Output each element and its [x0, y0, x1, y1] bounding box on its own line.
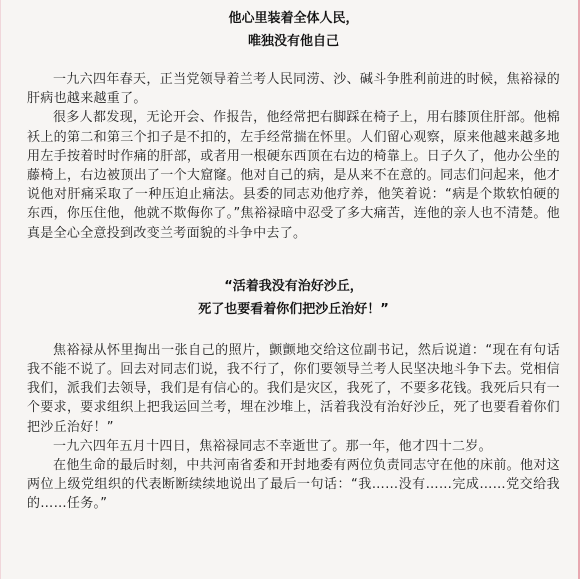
- section-2: [27, 275, 560, 514]
- section-1-heading-line-2: 唯独没有他自己: [247, 34, 339, 49]
- paragraph: 一九六四年春天，正当党领导着兰考人民同涝、沙、碱斗争胜利前进的时候，焦裕禄的肝病也越来越重了。: [27, 72, 560, 107]
- section-1-heading-line-1: 他心里装着全体人民，: [228, 11, 359, 26]
- spacer: [27, 53, 560, 70]
- paragraph: 很多人都发现，无论开会、作报告，他经常把右脚踩在椅子上，用右膝顶住肝部。他棉袄上的第二和第三个扣子是不扣的，左手经常揣在怀里。人们留心观察，原来他越来越多地用左手按着时时作痛的肝部，或者用一根硬东西顶在右边的椅靠上。日子久了，他办公坐的藤椅上，右边被顶出了一个大窟窿。他对自己的病，是从来不在意的。同志们问起来，他才说他对肝痛采取了一种压迫止痛法。县委的同志劝他疗养，他笑着说：“病是个欺软怕硬的东西，你压住他，他就不欺侮你了。”焦裕禄暗中忍受了多大痛苦，连他的亲人也不清楚。他真是全心全意投到改变兰考面貌的斗争中去了。: [27, 110, 560, 241]
- section-1: [27, 0, 560, 243]
- section-2-heading-line-2: 死了也要看着你们把沙丘治好！”: [198, 301, 389, 317]
- paragraph: 在他生命的最后时刻，中共河南省委和开封地委有两位负责同志守在他的床前。他对这两位上级党组织的代表断断续续地说出了最后一句话：“我……没有……完成……党交给我的……任务。”: [27, 458, 560, 512]
- paragraph: 焦裕禄从怀里掏出一张自己的照片，颤颤地交给这位副书记，然后说道：“现在有句话我不能不说了。回去对同志们说，我不行了，你们要领导兰考人民坚决地斗争下去。党相信我们，派我们去领导，我们是有信心的。我们是灾区，我死了，不要多花钱。我死后只有一个要求，要求组织上把我运回兰考，埋在沙堆上，活着我没有治好沙丘，死了也要看着你们把沙丘治好！”: [27, 342, 560, 435]
- spacer: [27, 321, 560, 341]
- section-2-heading-line-1: “活着我没有治好沙丘，: [224, 278, 363, 294]
- paragraph: 一九六四年五月十四日，焦裕禄同志不幸逝世了。那一年，他才四十二岁。: [53, 438, 492, 454]
- spacer: [27, 243, 560, 275]
